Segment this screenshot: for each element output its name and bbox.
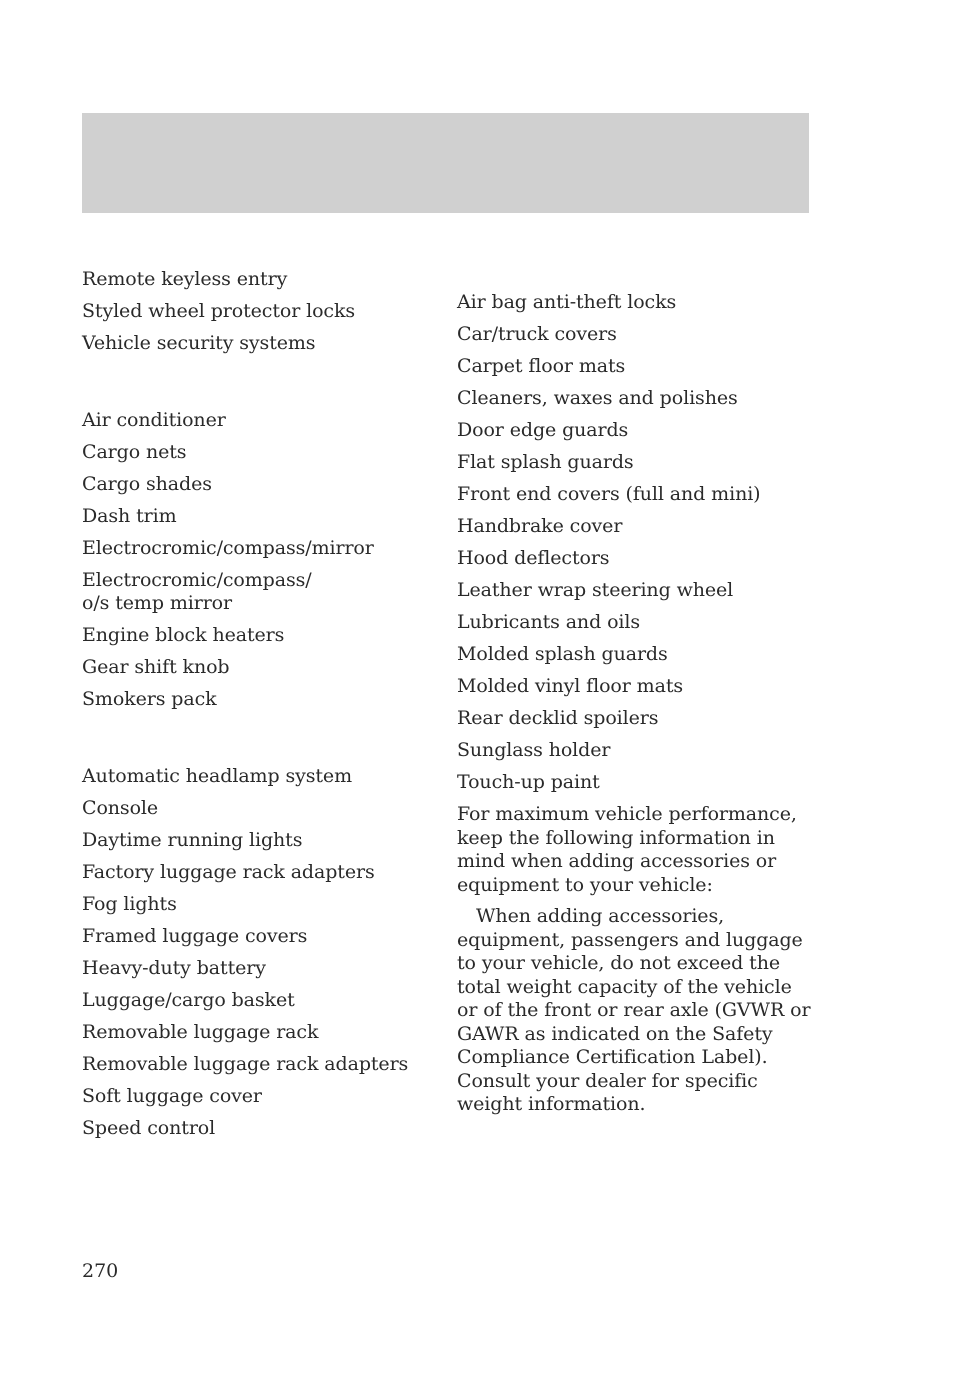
security-accessories-list (82, 268, 427, 355)
list-item: Molded splash guards (457, 643, 668, 665)
section-gap (82, 720, 427, 765)
intro-paragraph: For maximum vehicle performance, keep the following information in mind when adding accessories or equipment to your vehicle: (457, 803, 797, 896)
left-column (82, 268, 427, 1149)
list-item: Flat splash guards (457, 451, 634, 473)
list-item: Molded vinyl floor mats (457, 675, 684, 697)
section-gap (82, 364, 427, 409)
list-item: Remote keyless entry (82, 268, 288, 290)
list-item: Cargo nets (82, 441, 187, 463)
header-band (82, 113, 809, 213)
page-number: 270 (82, 1260, 119, 1282)
list-item: Air conditioner (82, 409, 226, 431)
right-column (457, 291, 817, 1125)
list-item: Handbrake cover (457, 515, 623, 537)
list-item: Cargo shades (82, 473, 212, 495)
list-item: Speed control (82, 1117, 216, 1139)
list-item: Console (82, 797, 159, 819)
list-item: Sunglass holder (457, 739, 611, 761)
list-item: Electrocromic/compass/ o/s temp mirror (82, 569, 312, 614)
list-item: Heavy-duty battery (82, 957, 266, 979)
list-item: Air bag anti-theft locks (457, 291, 677, 313)
list-item: Removable luggage rack adapters (82, 1053, 409, 1075)
list-item: Vehicle security systems (82, 332, 316, 354)
list-item: Hood deflectors (457, 547, 610, 569)
list-item: Luggage/cargo basket (82, 989, 295, 1011)
comfort-accessories-list (82, 409, 427, 711)
list-item: Smokers pack (82, 688, 217, 710)
list-item: Cleaners, waxes and polishes (457, 387, 738, 409)
list-item: Removable luggage rack (82, 1021, 319, 1043)
list-item: Daytime running lights (82, 829, 303, 851)
list-item: Soft luggage cover (82, 1085, 262, 1107)
utility-accessories-list (82, 765, 427, 1140)
list-item: Touch-up paint (457, 771, 600, 793)
list-item: Car/truck covers (457, 323, 617, 345)
list-item: Lubricants and oils (457, 611, 641, 633)
list-item: Framed luggage covers (82, 925, 308, 947)
list-item: Styled wheel protector locks (82, 300, 356, 322)
list-item: Electrocromic/compass/mirror (82, 537, 374, 559)
list-item: Engine block heaters (82, 624, 285, 646)
list-item: Dash trim (82, 505, 177, 527)
list-item: Carpet floor mats (457, 355, 626, 377)
appearance-accessories-list (457, 291, 817, 794)
list-item: Door edge guards (457, 419, 629, 441)
list-item: Gear shift knob (82, 656, 230, 678)
list-item: Rear decklid spoilers (457, 707, 659, 729)
weight-warning-paragraph: When adding accessories, equipment, passengers and luggage to your vehicle, do not exceed the total weight capacity of the vehicle or of the front or rear axle (GVWR or GAWR as indicated on the Safety Compliance Certification Label). Consult your dealer for specific weight information. (457, 905, 811, 1115)
list-item: Automatic headlamp system (82, 765, 352, 787)
list-item: Front end covers (full and mini) (457, 483, 761, 505)
list-item: Factory luggage rack adapters (82, 861, 375, 883)
list-item: Leather wrap steering wheel (457, 579, 734, 601)
list-item: Fog lights (82, 893, 177, 915)
